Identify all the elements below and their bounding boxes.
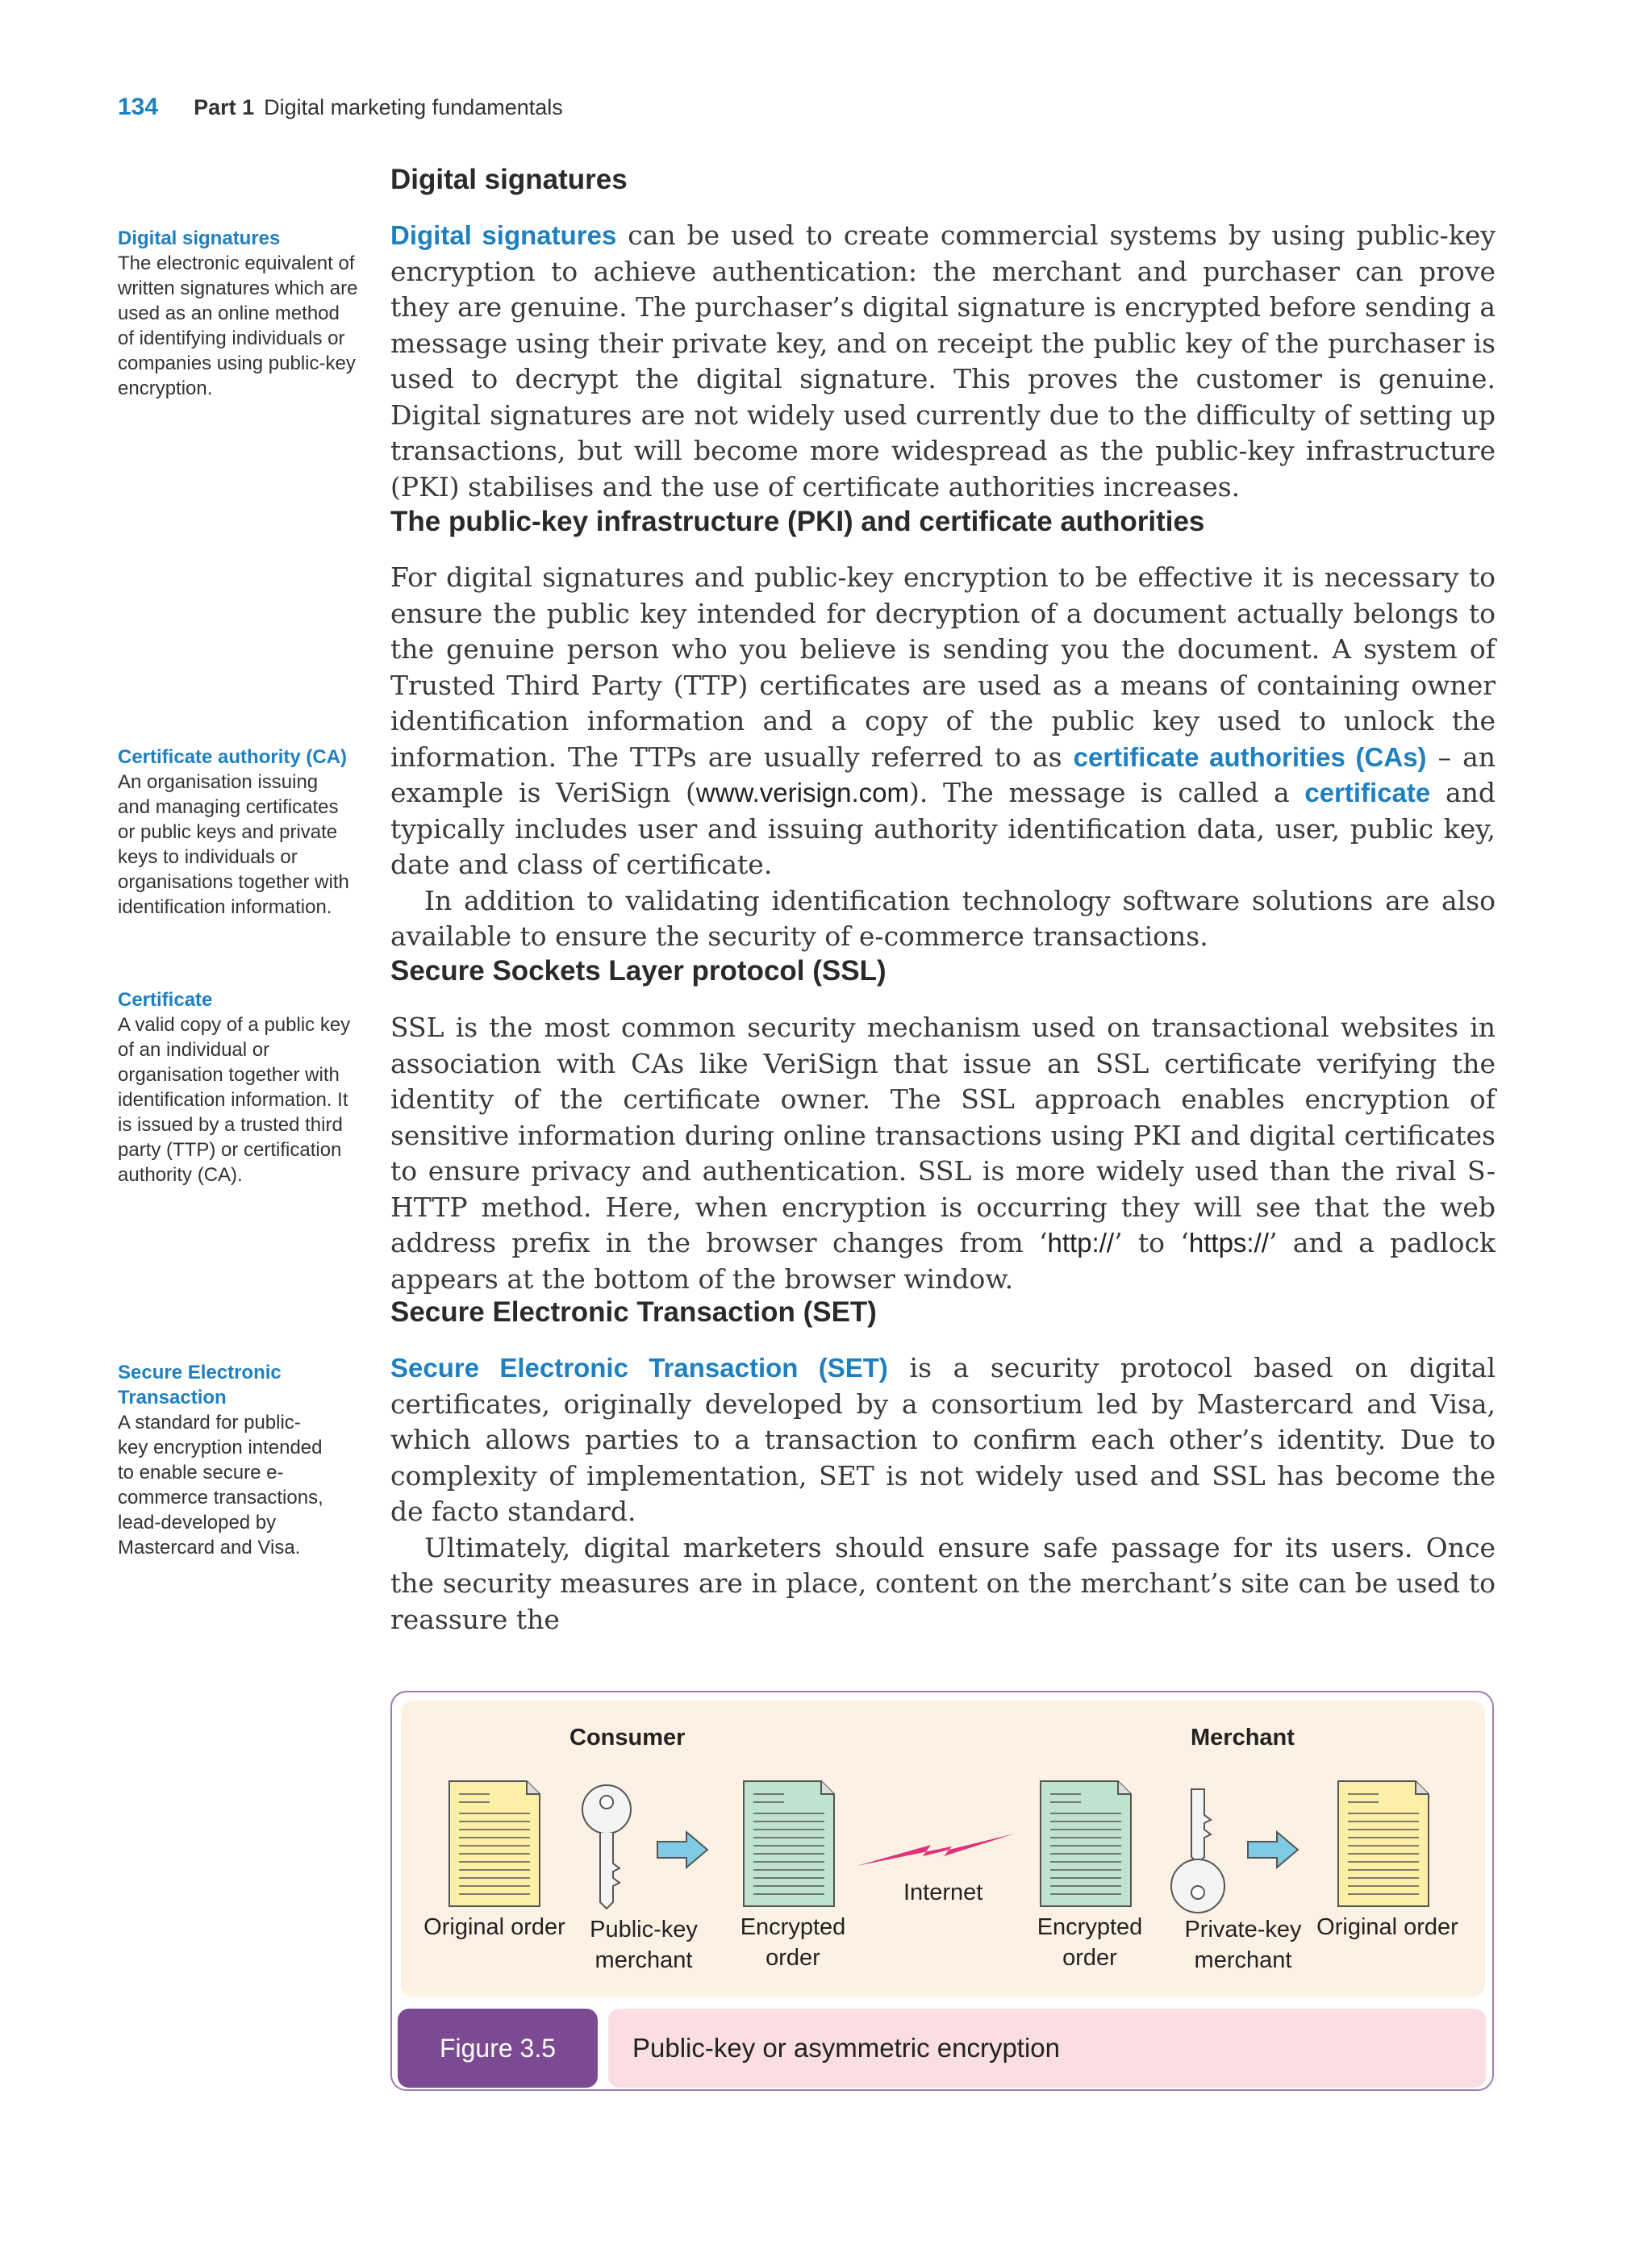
arrow-icon [1248,1832,1298,1867]
label-public-key: Public-key merchant [590,1917,698,1973]
glossary-set: Secure Electronic Transaction A standard for public-key encryption intended to enable secure e-commerce transactions, lead-developed by Mastercard and Visa. [118,1362,323,1559]
label-encrypted-order-1: Encrypted order [740,1914,846,1971]
running-header [118,94,563,129]
original-order-document-icon [449,1781,540,1906]
paragraph-set: Secure Electronic Transaction (SET) is a security protocol based on digital certificates, originally developed by a consortium led by Mastercard and Visa, which allows parties to a transaction to confirm each other’s identity. Due to complexity of implementation, SET is not widely used and SSL has become the de facto standard. Ultimately, digital marketers should ensure safe passage for its users. Once the security measures are in place, content on the merchant’s site can be used to reassure the [390,1352,1496,1635]
heading-set: Secure Electronic Transaction (SET) [390,1296,877,1328]
keyword-digital-signatures: Digital signatures [390,220,617,250]
paragraph-ssl: SSL is the most common security mechanism used on transactional websites in association with CAs like VeriSign that issue an SSL certificate verifying the identity of the certificate owner. The SSL approach enables encryption of sensitive information during online transactions using PKI and digital certificates to ensure privacy and authentication. SSL is more widely used than the rival S-HTTP method. Here, when encryption is occurring they will see that the web address prefix in the browser changes from ‘http://’ to ‘https://’ and a padlock appears at the bottom of the browser window. [390,1012,1496,1295]
paragraph-pki: For digital signatures and public-key encryption to be effective it is necessary to ensure the public key intended for decryption of a document actually belongs to the genuine person who you believe is sending you the document. A system of Trusted Third Party (TTP) certificates are used as a means of containing owner identification information and a copy of the public key used to unlock the information. The TTPs are usually referred to as certificate authorities (CAs) – an example is VeriSign (www.verisign.com). The message is called a certificate and typically includes user and issuing authority identification data, user, public key, date and class of certificate. In addition to validating identification technology software solutions are also available to ensure the security of e-commerce transactions. [390,561,1496,952]
glossary-digital-signatures: Digital signatures The electronic equivalent of written signatures which are used as an online method of identifying individuals or companies using public-key encryption. [118,227,358,399]
arrow-icon [657,1832,707,1867]
glossary-certificate: Certificate A valid copy of a public key of an individual or organisation together with identification information. It is issued by a trusted third party (TTP) or certification authority (CA). [118,989,351,1186]
encrypted-order-document-icon [1041,1781,1131,1906]
label-original-order-1: Original order [423,1914,565,1940]
internet-lightning-icon [857,1834,1015,1866]
original-order-document-icon [1338,1781,1429,1906]
heading-digital-signatures: Digital signatures [390,164,628,195]
part-title: Digital marketing fundamentals [264,95,563,119]
consumer-label: Consumer [569,1725,686,1751]
part-label: Part 1 [194,95,255,119]
label-private-key: Private-key merchant [1184,1917,1302,1973]
keyword-set: Secure Electronic Transaction (SET) [390,1353,888,1383]
internet-label: Internet [903,1880,983,1905]
keyword-certificate-authorities: certificate authorities (CAs) [1073,741,1427,772]
paragraph-digital-signatures: Digital signatures can be used to create commercial systems by using public-key encryption to achieve authentication: the merchant and purchaser can prove they are genuine. The purchaser’s digital signature is encrypted before sending a message using their private key, and on receipt the public key of the purchaser is used to decrypt the digital signature. This proves the customer is genuine. Digital signatures are not widely used currently due to the difficulty of setting up transactions, but will become more widespread as the public-key infrastructure (PKI) stabilises and the use of certificate authorities increases. [390,219,1496,503]
label-encrypted-order-2: Encrypted order [1037,1914,1143,1971]
public-key-icon [582,1785,631,1909]
verisign-link[interactable]: www.verisign.com [695,778,909,807]
encrypted-order-document-icon [744,1781,834,1906]
page-number: 134 [118,94,159,120]
private-key-icon [1171,1789,1224,1913]
label-original-order-2: Original order [1316,1914,1458,1940]
keyword-certificate: certificate [1304,778,1431,807]
heading-pki: The public-key infrastructure (PKI) and certificate authorities [390,506,1205,537]
figure-caption: Public-key or asymmetric encryption [608,2009,1486,2088]
merchant-label: Merchant [1191,1725,1295,1751]
figure-number-badge: Figure 3.5 [398,2009,598,2088]
heading-ssl: Secure Sockets Layer protocol (SSL) [390,955,886,987]
glossary-certificate-authority: Certificate authority (CA) An organisation issuing and managing certificates or public keys and private keys to individuals or organisations together with identification information. [118,746,349,918]
